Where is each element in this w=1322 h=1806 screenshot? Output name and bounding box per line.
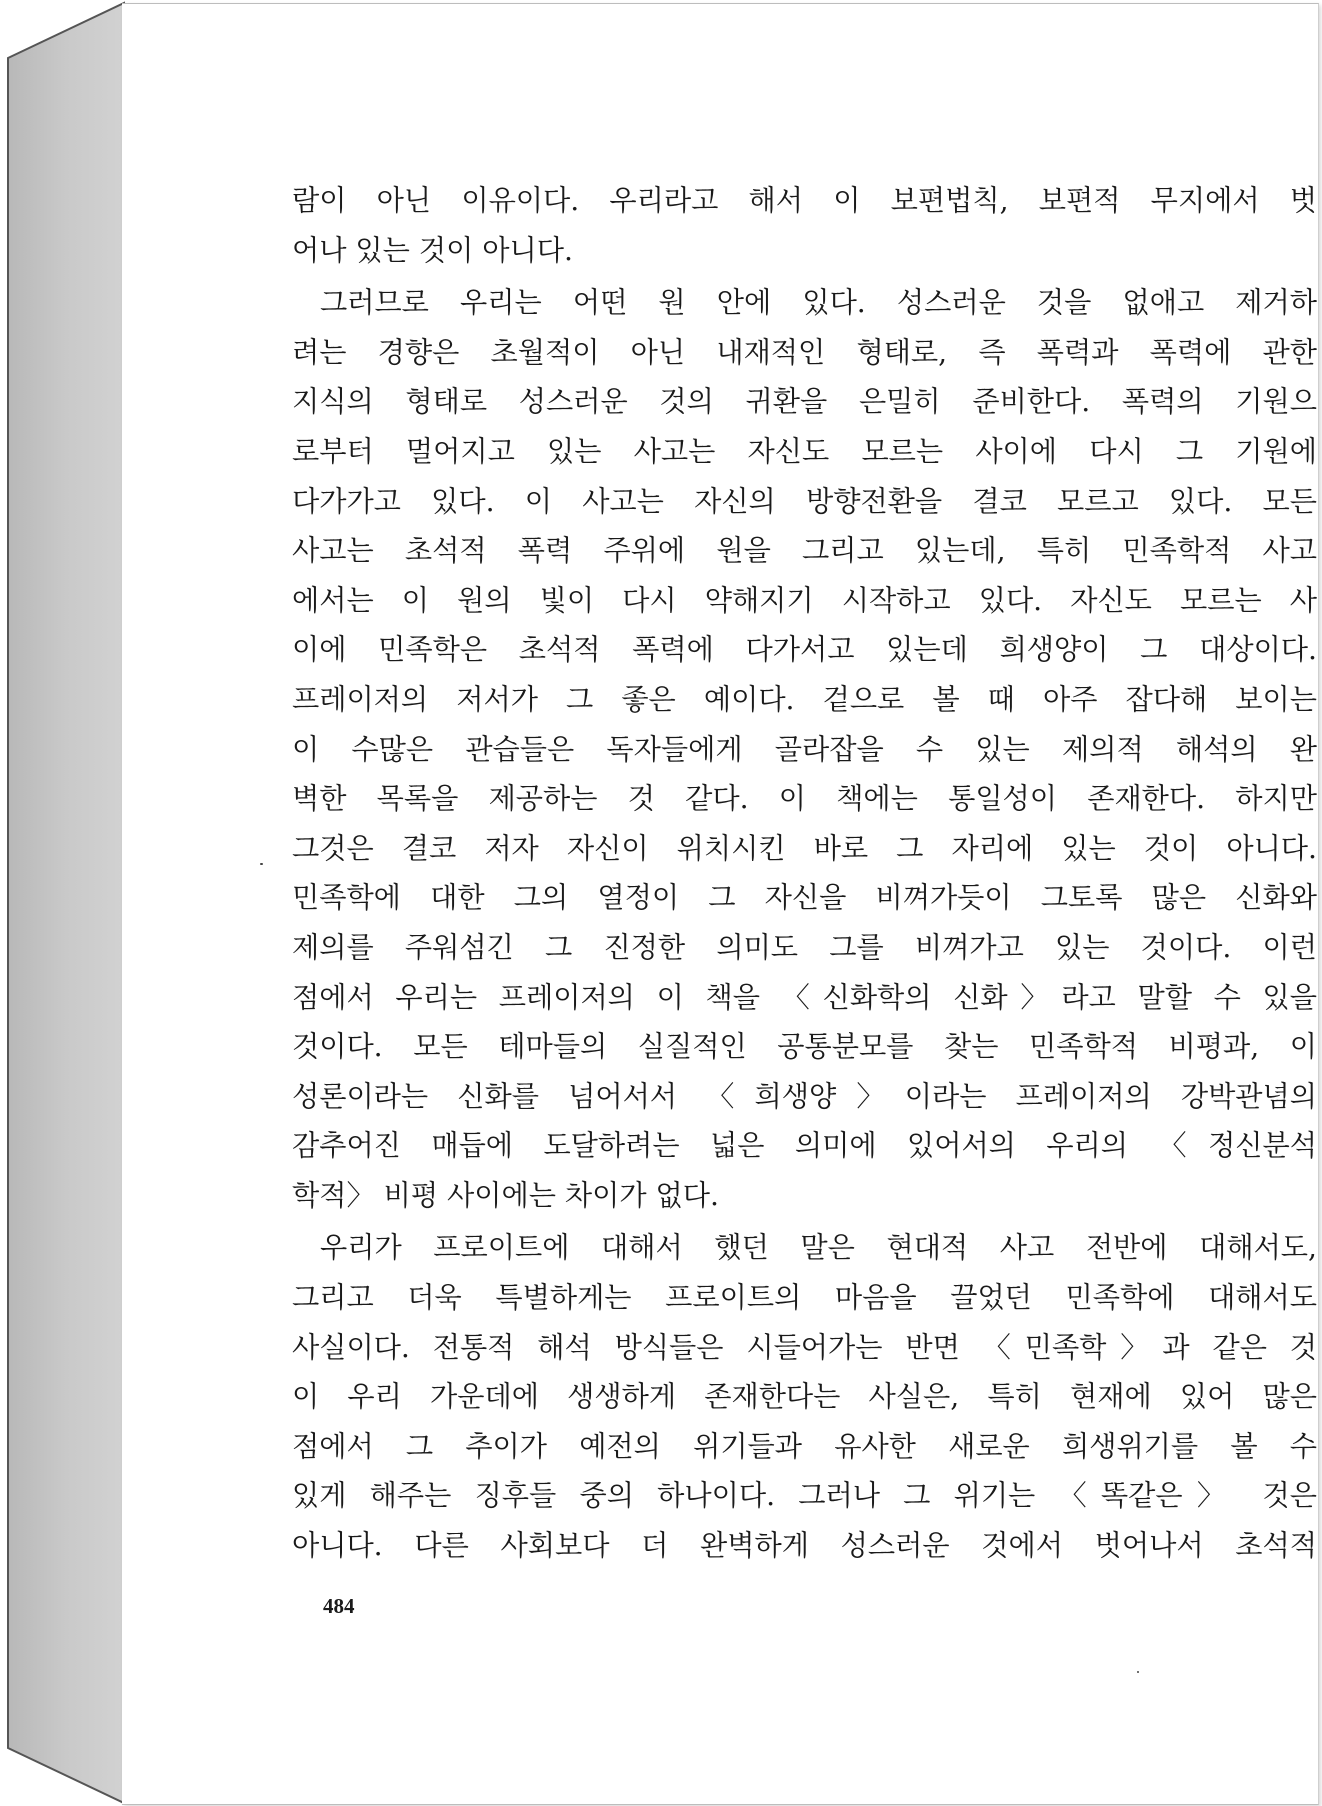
text-line: 제의를 주워섬긴 그 진정한 의미도 그를 비껴가고 있는 것이다. 이런 (292, 930, 1317, 964)
text-line: 감추어진 매듭에 도달하려는 넓은 의미에 있어서의 우리의 〈정신분석 (292, 1129, 1317, 1163)
text-line: 점에서 우리는 프레이저의 이 책을 〈신화학의 신화〉라고 말할 수 있을 (292, 980, 1317, 1014)
text-line: 성론이라는 신화를 넘어서서 〈희생양〉이라는 프레이저의 강박관념의 (292, 1079, 1317, 1113)
text-line: 아니다. 다른 사회보다 더 완벽하게 성스러운 것에서 벗어나서 초석적 (292, 1529, 1317, 1563)
text-line: 다가가고 있다. 이 사고는 자신의 방향전환을 결코 모르고 있다. 모든 (292, 484, 1317, 518)
text-line: 이 우리 가운데에 생생하게 존재한다는 사실은, 특히 현재에 있어 많은 (292, 1380, 1317, 1414)
text-line: 프레이저의 저서가 그 좋은 예이다. 겉으로 볼 때 아주 잡다해 보이는 (292, 682, 1317, 716)
paragraph (292, 278, 1317, 1220)
text-line: 이 수많은 관습들은 독자들에게 골라잡을 수 있는 제의적 해석의 완 (292, 732, 1317, 766)
text-line: 우리가 프로이트에 대해서 했던 말은 현대적 사고 전반에 대해서도, (320, 1231, 1317, 1265)
text-line: 학적〉 비평 사이에는 차이가 없다. (292, 1178, 719, 1212)
paragraph (292, 176, 1317, 275)
text-line: 에서는 이 원의 빛이 다시 약해지기 시작하고 있다. 자신도 모르는 사 (292, 583, 1317, 617)
scan-speck (1137, 1671, 1139, 1673)
text-line: 어나 있는 것이 아니다. (292, 233, 573, 267)
text-line: 벽한 목록을 제공하는 것 같다. 이 책에는 통일성이 존재한다. 하지만 (292, 782, 1317, 816)
text-line: 이에 민족학은 초석적 폭력에 다가서고 있는데 희생양이 그 대상이다. (292, 633, 1317, 667)
text-line: 려는 경향은 초월적이 아닌 내재적인 형태로, 즉 폭력과 폭력에 관한 (292, 335, 1317, 369)
text-line: 있게 해주는 징후들 중의 하나이다. 그러나 그 위기는 〈똑같은〉 것은 (292, 1479, 1317, 1513)
text-line: 람이 아닌 이유이다. 우리라고 해서 이 보편법칙, 보편적 무지에서 벗 (292, 184, 1317, 217)
text-line: 그리고 더욱 특별하게는 프로이트의 마음을 끌었던 민족학에 대해서도 (292, 1281, 1317, 1315)
text-line: 것이다. 모든 테마들의 실질적인 공통분모를 찾는 민족학적 비평과, 이 (292, 1030, 1317, 1064)
text-line: 점에서 그 추이가 예전의 위기들과 유사한 새로운 희생위기를 볼 수 (292, 1429, 1317, 1463)
text-line: 사실이다. 전통적 해석 방식들은 시들어가는 반면 〈민족학〉과 같은 것 (292, 1330, 1317, 1364)
body-text (292, 176, 1317, 1571)
text-line: 그러므로 우리는 어떤 원 안에 있다. 성스러운 것을 없애고 제거하 (320, 286, 1317, 320)
text-line: 로부터 멀어지고 있는 사고는 자신도 모르는 사이에 다시 그 기원에 (292, 434, 1317, 468)
scan-speck (260, 863, 263, 865)
page-number: 484 (323, 1594, 355, 1618)
text-line: 민족학에 대한 그의 열정이 그 자신을 비껴가듯이 그토록 많은 신화와 (292, 881, 1317, 915)
text-line: 사고는 초석적 폭력 주위에 원을 그리고 있는데, 특히 민족학적 사고 (292, 534, 1317, 568)
book-spine (0, 0, 130, 1806)
paragraph (292, 1223, 1317, 1570)
book-spine-graphic (0, 0, 130, 1806)
text-line: 그것은 결코 저자 자신이 위치시킨 바로 그 자리에 있는 것이 아니다. (292, 831, 1317, 865)
text-line: 지식의 형태로 성스러운 것의 귀환을 은밀히 준비한다. 폭력의 기원으 (292, 385, 1317, 419)
book-page (122, 3, 1319, 1805)
